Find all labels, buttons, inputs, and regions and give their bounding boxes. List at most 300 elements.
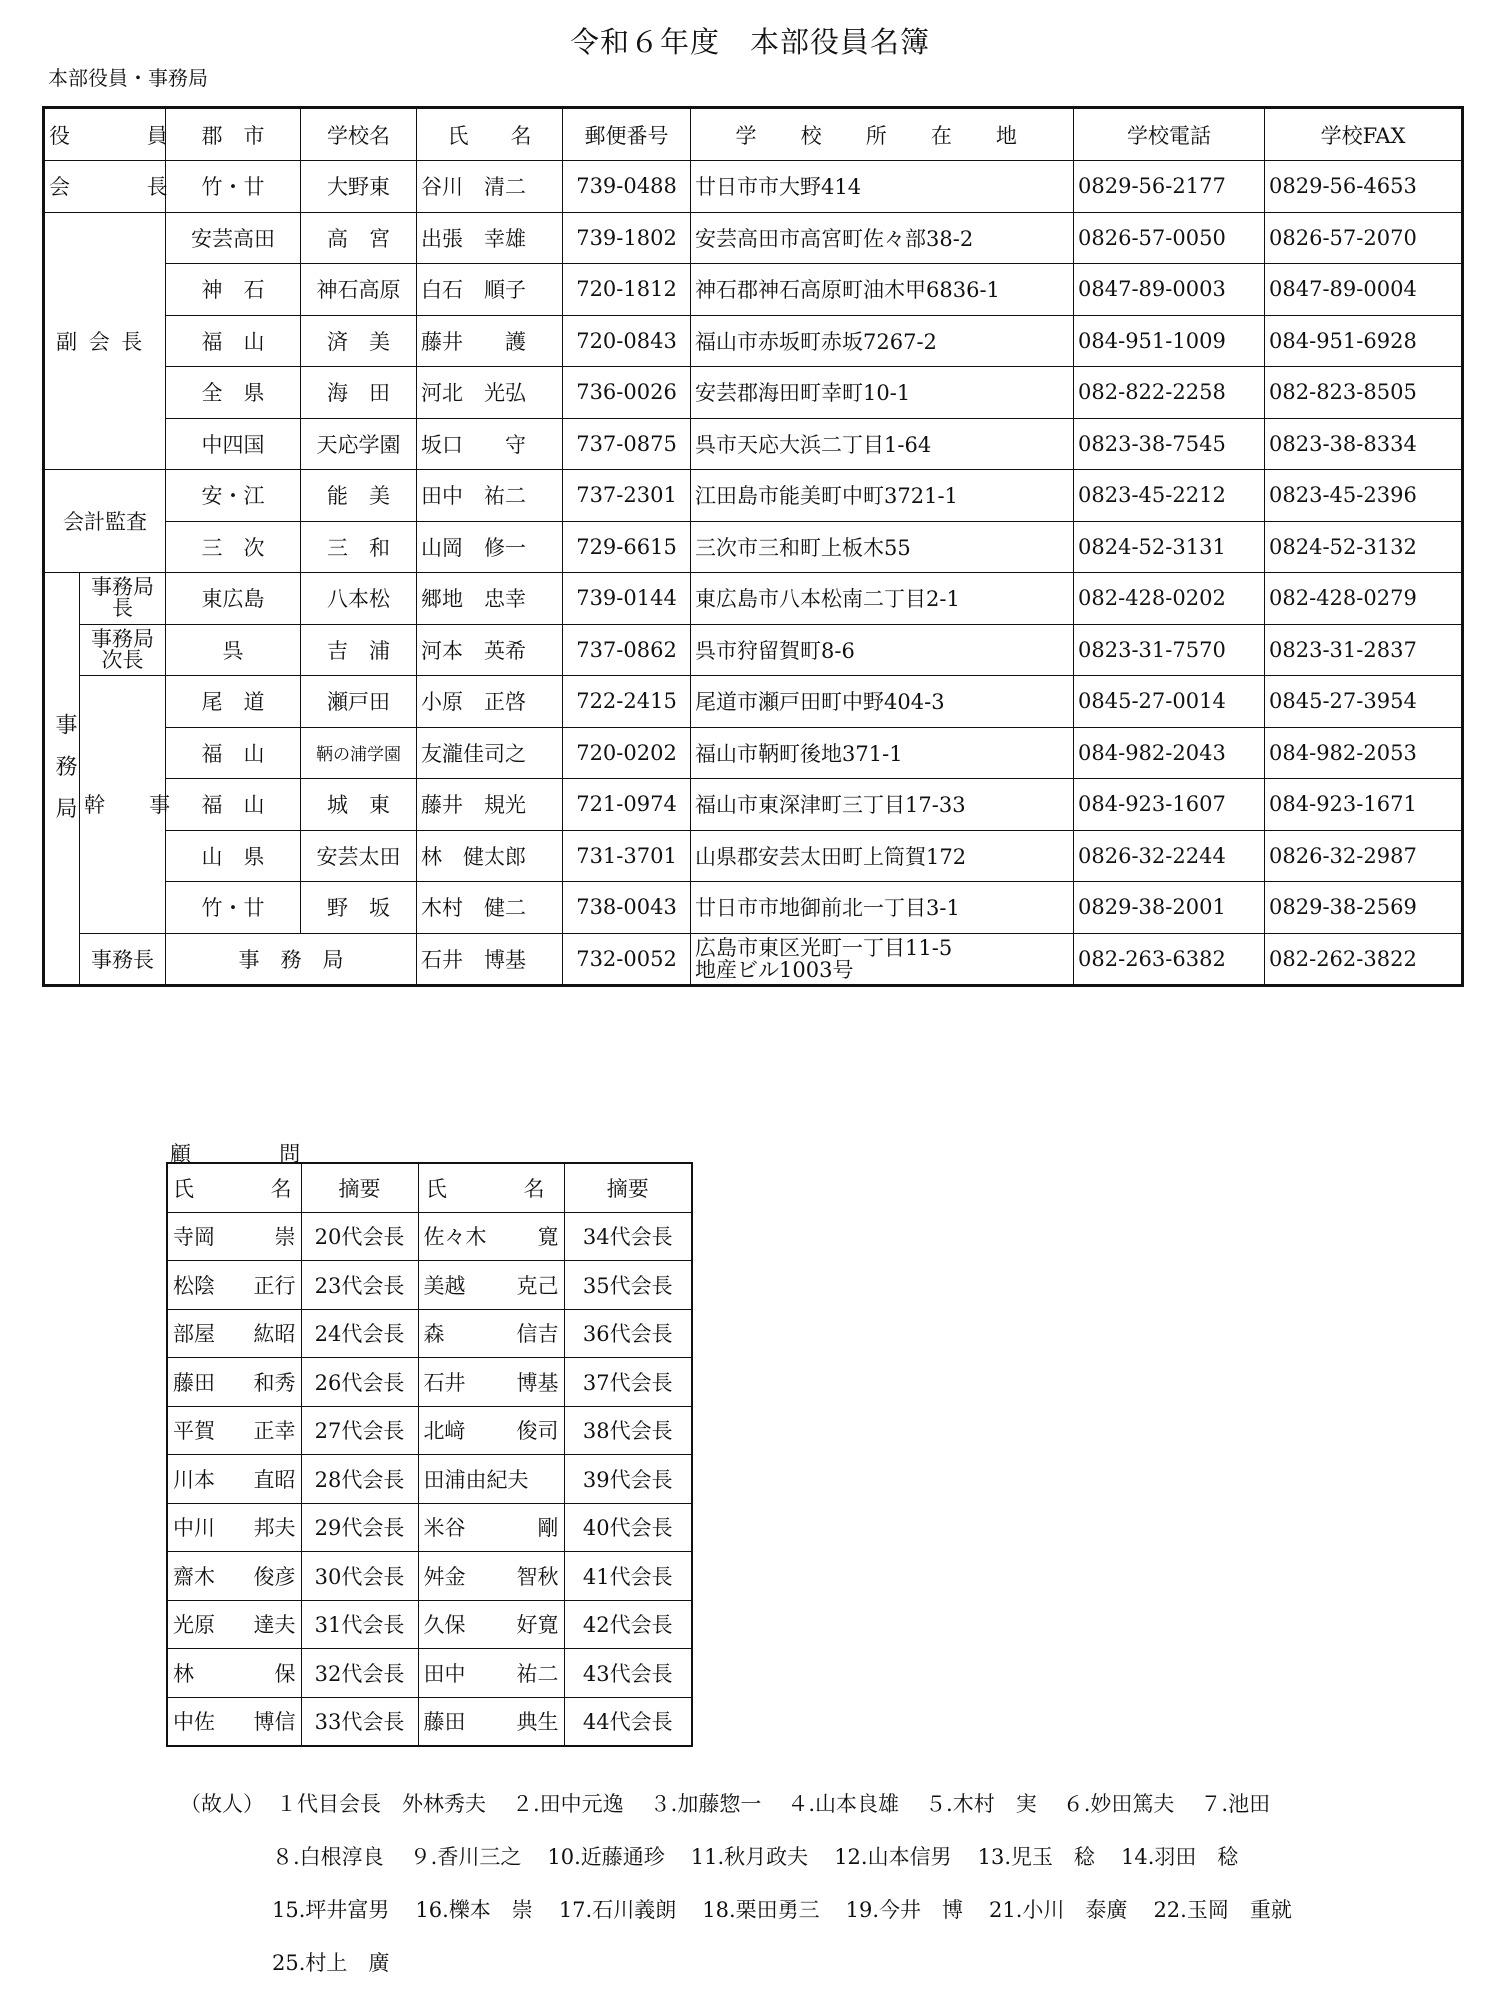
area-cell: 三 次 (166, 521, 301, 573)
fax-cell: 0845-27-3954 (1265, 676, 1463, 728)
name-cell: 谷川 清二 (417, 161, 563, 213)
family-name: 平賀 (173, 1419, 215, 1444)
school-cell: 大野東 (301, 161, 417, 213)
family-name: 藤田 (423, 1710, 466, 1735)
area-cell: 呉 (166, 624, 301, 676)
name-cell: 郷地 忠幸 (417, 573, 563, 625)
table-row (167, 1552, 692, 1601)
table-row (167, 1309, 692, 1358)
fax-cell: 0823-38-8334 (1265, 418, 1463, 470)
phone-cell: 082-428-0202 (1074, 573, 1265, 625)
family-name: 光原 (173, 1613, 215, 1638)
address-cell: 安芸郡海田町幸町10-1 (691, 367, 1074, 419)
phone-cell: 0823-38-7545 (1074, 418, 1265, 470)
advisor-name (173, 1658, 296, 1688)
name-cell: 林 健太郎 (417, 830, 563, 882)
fax-cell: 0823-45-2396 (1265, 470, 1463, 522)
name-cell: 出張 幸雄 (417, 212, 563, 264)
table-row (44, 470, 1463, 522)
table-row (44, 315, 1463, 367)
deceased-entry: ３.加藤惣一 (649, 1792, 762, 1816)
advisor-note-cell: 20代会長 (301, 1212, 418, 1261)
advisor-name-cell (167, 1503, 301, 1552)
zip-cell: 720-0843 (563, 315, 691, 367)
advisor-note-cell: 44代会長 (564, 1697, 692, 1746)
given-name: 正幸 (253, 1419, 296, 1444)
deceased-entry: ７.池田 (1200, 1792, 1271, 1816)
role-cell: 会 長 (44, 161, 166, 213)
advisor-name-cell (418, 1261, 564, 1310)
name-cell: 河北 光弘 (417, 367, 563, 419)
given-name: 博信 (253, 1710, 296, 1735)
table-row (44, 161, 1463, 213)
address-cell: 江田島市能美町中町3721-1 (691, 470, 1074, 522)
address-cell: 山県郡安芸太田町上筒賀172 (691, 830, 1074, 882)
given-name: 達夫 (253, 1613, 296, 1638)
advisor-note-cell: 42代会長 (564, 1600, 692, 1649)
advisor-name (424, 1270, 559, 1300)
advisor-name (424, 1221, 559, 1251)
address-cell: 廿日市市地御前北一丁目3-1 (691, 882, 1074, 934)
table-row (44, 676, 1463, 728)
area-cell: 山 県 (166, 830, 301, 882)
advisor-note-cell: 34代会長 (564, 1212, 692, 1261)
deceased-line (180, 1831, 1318, 1884)
school-cell: 海 田 (301, 367, 417, 419)
name-cell: 石井 博基 (417, 933, 563, 986)
advisor-name-cell (167, 1600, 301, 1649)
advisor-note-cell: 23代会長 (301, 1261, 418, 1310)
advisor-note-cell: 39代会長 (564, 1455, 692, 1504)
phone-cell: 084-982-2043 (1074, 727, 1265, 779)
area-school-cell: 事 務 局 (166, 933, 417, 986)
header-cell: 学校FAX (1265, 108, 1463, 161)
fax-cell: 0829-38-2569 (1265, 882, 1463, 934)
header-row (44, 108, 1463, 161)
zip-cell: 737-2301 (563, 470, 691, 522)
area-cell: 神 石 (166, 264, 301, 316)
deceased-entry: 22.玉岡 重就 (1153, 1898, 1292, 1922)
zip-cell: 739-0488 (563, 161, 691, 213)
advisor-name (173, 1706, 296, 1736)
advisor-note-cell: 37代会長 (564, 1358, 692, 1407)
area-cell: 安芸高田 (166, 212, 301, 264)
school-cell: 天応学園 (301, 418, 417, 470)
school-cell: 三 和 (301, 521, 417, 573)
fax-cell: 082-823-8505 (1265, 367, 1463, 419)
advisor-name (424, 1609, 559, 1639)
advisor-name-cell (167, 1406, 301, 1455)
fax-cell: 0824-52-3132 (1265, 521, 1463, 573)
zip-cell: 736-0026 (563, 367, 691, 419)
advisor-note-cell: 26代会長 (301, 1358, 418, 1407)
table-row (44, 727, 1463, 779)
advisor-note-cell: 38代会長 (564, 1406, 692, 1455)
fax-cell: 0829-56-4653 (1265, 161, 1463, 213)
address-cell: 呉市狩留賀町8-6 (691, 624, 1074, 676)
advisor-note-cell: 32代会長 (301, 1649, 418, 1698)
deceased-entry: 21.小川 泰廣 (989, 1898, 1128, 1922)
name-cell: 小原 正啓 (417, 676, 563, 728)
advisor-name (424, 1367, 559, 1397)
role-cell (44, 573, 80, 986)
fax-cell: 084-951-6928 (1265, 315, 1463, 367)
table-row (167, 1212, 692, 1261)
family-name: 森 (423, 1322, 445, 1347)
advisor-name-cell (167, 1552, 301, 1601)
zip-cell: 738-0043 (563, 882, 691, 934)
zip-cell: 721-0974 (563, 779, 691, 831)
advisor-name-cell (418, 1309, 564, 1358)
zip-cell: 720-1812 (563, 264, 691, 316)
school-cell: 鞆の浦学園 (301, 727, 417, 779)
family-name: 川本 (173, 1467, 215, 1492)
zip-cell: 739-1802 (563, 212, 691, 264)
family-name: 松陰 (173, 1273, 215, 1298)
advisor-note-cell: 43代会長 (564, 1649, 692, 1698)
school-cell: 神石高原 (301, 264, 417, 316)
officer-table (42, 106, 1464, 987)
given-name: 保 (274, 1661, 296, 1686)
zip-cell: 739-0144 (563, 573, 691, 625)
table-row (44, 779, 1463, 831)
table-row (167, 1261, 692, 1310)
school-cell: 高 宮 (301, 212, 417, 264)
address-cell: 神石郡神石高原町油木甲6836-1 (691, 264, 1074, 316)
table-row (44, 830, 1463, 882)
deceased-entry: 14.羽田 稔 (1121, 1845, 1239, 1869)
phone-cell: 0845-27-0014 (1074, 676, 1265, 728)
deceased-entry: 16.櫟本 崇 (415, 1898, 533, 1922)
table-row (167, 1600, 692, 1649)
advisor-name-cell (167, 1697, 301, 1746)
advisor-name-cell (167, 1358, 301, 1407)
given-name: 典生 (516, 1710, 559, 1735)
school-cell: 瀬戸田 (301, 676, 417, 728)
header-cell: 摘要 (301, 1163, 418, 1212)
advisor-name (173, 1367, 296, 1397)
zip-cell: 732-0052 (563, 933, 691, 986)
school-cell: 野 坂 (301, 882, 417, 934)
fax-cell: 0823-31-2837 (1265, 624, 1463, 676)
header-cell: 氏 名 (418, 1163, 564, 1212)
address-line: 広島市東区光町一丁目11-5 (695, 935, 953, 960)
page-subtitle: 本部役員・事務局 (48, 66, 208, 90)
address-cell (691, 933, 1074, 986)
fax-cell: 084-982-2053 (1265, 727, 1463, 779)
school-cell: 済 美 (301, 315, 417, 367)
family-name: 石井 (423, 1370, 466, 1395)
family-name: 中佐 (173, 1710, 215, 1735)
area-cell: 竹・廿 (166, 882, 301, 934)
role-cell: 幹 事 (80, 676, 166, 934)
address-line: 地産ビル1003号 (695, 957, 854, 982)
table-row (44, 624, 1463, 676)
deceased-entry: 17.石川義朗 (558, 1898, 677, 1922)
advisor-note-cell: 27代会長 (301, 1406, 418, 1455)
header-cell: 氏 名 (167, 1163, 301, 1212)
family-name: 藤田 (173, 1370, 215, 1395)
role-cell: 事務局長 (80, 573, 166, 625)
advisor-name-cell (418, 1503, 564, 1552)
address-cell: 廿日市市大野414 (691, 161, 1074, 213)
zip-cell: 729-6615 (563, 521, 691, 573)
deceased-label: （故人） (180, 1792, 264, 1816)
phone-cell: 0824-52-3131 (1074, 521, 1265, 573)
advisor-name-cell (418, 1212, 564, 1261)
header-cell: 郵便番号 (563, 108, 691, 161)
address-cell: 福山市鞆町後地371-1 (691, 727, 1074, 779)
name-cell: 白石 順子 (417, 264, 563, 316)
school-cell: 八本松 (301, 573, 417, 625)
advisor-name-cell (167, 1455, 301, 1504)
advisor-name (173, 1512, 296, 1542)
table-row (167, 1406, 692, 1455)
advisor-name (173, 1415, 296, 1445)
table-row (167, 1697, 692, 1746)
role-cell: 事務長 (80, 933, 166, 986)
address-cell: 尾道市瀬戸田町中野404-3 (691, 676, 1074, 728)
deceased-line (180, 1778, 1318, 1831)
header-cell: 学校電話 (1074, 108, 1265, 161)
deceased-entry: 10.近藤通珍 (547, 1845, 665, 1869)
phone-cell: 084-923-1607 (1074, 779, 1265, 831)
fax-cell: 084-923-1671 (1265, 779, 1463, 831)
deceased-entry: ９.香川三之 (409, 1845, 522, 1869)
deceased-entry: 25.村上 廣 (272, 1951, 390, 1975)
table-row (44, 212, 1463, 264)
area-cell: 中四国 (166, 418, 301, 470)
deceased-entry: 19.今井 博 (845, 1898, 964, 1922)
family-name: 齋木 (173, 1564, 215, 1589)
advisor-note-cell: 41代会長 (564, 1552, 692, 1601)
given-name: 直昭 (253, 1467, 296, 1492)
given-name: 博基 (516, 1370, 559, 1395)
advisor-note-cell: 35代会長 (564, 1261, 692, 1310)
deceased-entry: 11.秋月政夫 (690, 1845, 809, 1869)
deceased-entry: 18.栗田勇三 (702, 1898, 820, 1922)
school-cell: 能 美 (301, 470, 417, 522)
table-row (167, 1503, 692, 1552)
role-label: 事務局 (52, 713, 77, 839)
advisor-name (424, 1415, 559, 1445)
advisor-name (424, 1464, 559, 1494)
advisor-note-cell: 36代会長 (564, 1309, 692, 1358)
advisor-name-cell (167, 1649, 301, 1698)
advisor-name-cell (418, 1455, 564, 1504)
header-cell: 郡 市 (166, 108, 301, 161)
area-cell: 安・江 (166, 470, 301, 522)
fax-cell: 082-262-3822 (1265, 933, 1463, 986)
phone-cell: 0847-89-0003 (1074, 264, 1265, 316)
header-cell: 摘要 (564, 1163, 692, 1212)
advisor-name (173, 1318, 296, 1348)
address-cell: 福山市東深津町三丁目17-33 (691, 779, 1074, 831)
advisor-name-cell (167, 1309, 301, 1358)
family-name: 美越 (423, 1273, 466, 1298)
role-cell: 副会長 (44, 212, 166, 470)
family-name: 佐々木 (423, 1225, 487, 1250)
table-row (44, 367, 1463, 419)
advisor-name (173, 1221, 296, 1251)
zip-cell: 722-2415 (563, 676, 691, 728)
family-name: 中川 (173, 1516, 215, 1541)
name-cell: 山岡 修一 (417, 521, 563, 573)
deceased-entry: ８.白根淳良 (272, 1845, 384, 1869)
given-name: 和秀 (253, 1370, 296, 1395)
header-cell: 役 員 (44, 108, 166, 161)
advisor-note-cell: 29代会長 (301, 1503, 418, 1552)
name-cell: 藤井 護 (417, 315, 563, 367)
area-cell: 全 県 (166, 367, 301, 419)
table-row (167, 1649, 692, 1698)
fax-cell: 0826-32-2987 (1265, 830, 1463, 882)
advisor-name-cell (418, 1697, 564, 1746)
deceased-line (180, 1937, 1318, 1990)
advisor-name (424, 1658, 559, 1688)
phone-cell: 082-822-2258 (1074, 367, 1265, 419)
advisor-name (173, 1464, 296, 1494)
phone-cell: 0823-31-7570 (1074, 624, 1265, 676)
phone-cell: 0829-38-2001 (1074, 882, 1265, 934)
advisor-name (173, 1270, 296, 1300)
phone-cell: 0826-32-2244 (1074, 830, 1265, 882)
advisor-name-cell (418, 1552, 564, 1601)
area-cell: 尾 道 (166, 676, 301, 728)
deceased-list (180, 1778, 1318, 1990)
advisor-name (173, 1609, 296, 1639)
given-name: 剛 (537, 1516, 559, 1541)
address-cell: 三次市三和町上板木55 (691, 521, 1074, 573)
advisor-name-cell (167, 1212, 301, 1261)
given-name: 信吉 (516, 1322, 559, 1347)
name-cell: 田中 祐二 (417, 470, 563, 522)
deceased-line (180, 1884, 1318, 1937)
school-cell: 城 東 (301, 779, 417, 831)
name-cell: 木村 健二 (417, 882, 563, 934)
fax-cell: 0826-57-2070 (1265, 212, 1463, 264)
advisor-note-cell: 31代会長 (301, 1600, 418, 1649)
advisor-name-cell (418, 1358, 564, 1407)
header-cell: 学 校 所 在 地 (691, 108, 1074, 161)
name-cell: 河本 英希 (417, 624, 563, 676)
given-name: 俊司 (516, 1419, 559, 1444)
zip-cell: 737-0875 (563, 418, 691, 470)
family-name: 寺岡 (173, 1225, 215, 1250)
role-cell: 事務局次長 (80, 624, 166, 676)
given-name: 邦夫 (253, 1516, 296, 1541)
address-cell: 安芸高田市高宮町佐々部38-2 (691, 212, 1074, 264)
phone-cell: 0826-57-0050 (1074, 212, 1265, 264)
advisors-title: 顧 問 (170, 1142, 334, 1166)
area-cell: 福 山 (166, 779, 301, 831)
area-cell: 福 山 (166, 727, 301, 779)
table-row (44, 418, 1463, 470)
role-cell: 会計監査 (44, 470, 166, 573)
deceased-entry: ５.木村 実 (925, 1792, 1037, 1816)
table-row (44, 882, 1463, 934)
area-cell: 竹・廿 (166, 161, 301, 213)
advisor-name-cell (418, 1406, 564, 1455)
advisor-name (424, 1318, 559, 1348)
phone-cell: 0823-45-2212 (1074, 470, 1265, 522)
family-name: 部屋 (173, 1322, 215, 1347)
given-name: 寛 (537, 1225, 559, 1250)
deceased-entry: ４.山本良雄 (787, 1792, 900, 1816)
zip-cell: 737-0862 (563, 624, 691, 676)
family-name: 久保 (423, 1613, 466, 1638)
advisor-note-cell: 33代会長 (301, 1697, 418, 1746)
advisor-name-cell (418, 1649, 564, 1698)
advisor-note-cell: 30代会長 (301, 1552, 418, 1601)
header-cell: 学校名 (301, 108, 417, 161)
family-name: 北﨑 (423, 1419, 466, 1444)
page-title: 令和６年度 本部役員名簿 (569, 25, 930, 59)
school-cell: 安芸太田 (301, 830, 417, 882)
table-row (44, 573, 1463, 625)
advisors-table (166, 1162, 693, 1747)
family-name: 米谷 (423, 1516, 466, 1541)
fax-cell: 0847-89-0004 (1265, 264, 1463, 316)
table-row (44, 264, 1463, 316)
family-name: 林 (173, 1661, 194, 1686)
deceased-entry: ２.田中元逸 (512, 1792, 624, 1816)
advisor-note-cell: 28代会長 (301, 1455, 418, 1504)
fax-cell: 082-428-0279 (1265, 573, 1463, 625)
name-cell: 友瀧佳司之 (417, 727, 563, 779)
phone-cell: 0829-56-2177 (1074, 161, 1265, 213)
zip-cell: 720-0202 (563, 727, 691, 779)
given-name: 克己 (516, 1273, 559, 1298)
deceased-entry: 12.山本信男 (834, 1845, 952, 1869)
given-name: 俊彦 (253, 1564, 296, 1589)
given-name: 祐二 (516, 1661, 559, 1686)
header-row (167, 1163, 692, 1212)
area-cell: 福 山 (166, 315, 301, 367)
zip-cell: 731-3701 (563, 830, 691, 882)
given-name: 正行 (253, 1273, 296, 1298)
name-cell: 坂口 守 (417, 418, 563, 470)
address-cell: 呉市天応大浜二丁目1-64 (691, 418, 1074, 470)
given-name: 紘昭 (253, 1322, 296, 1347)
advisor-note-cell: 40代会長 (564, 1503, 692, 1552)
given-name: 智秋 (516, 1564, 559, 1589)
table-row (44, 933, 1463, 986)
school-cell: 吉 浦 (301, 624, 417, 676)
given-name: 崇 (274, 1225, 296, 1250)
family-name: 舛金 (423, 1564, 466, 1589)
phone-cell: 084-951-1009 (1074, 315, 1265, 367)
family-name: 田浦由紀夫 (423, 1467, 529, 1492)
given-name: 好寛 (516, 1613, 559, 1638)
advisor-name (173, 1561, 296, 1591)
deceased-entry: 13.児玉 稔 (977, 1845, 1095, 1869)
address-cell: 東広島市八本松南二丁目2-1 (691, 573, 1074, 625)
name-cell: 藤井 規光 (417, 779, 563, 831)
family-name: 田中 (423, 1661, 466, 1686)
deceased-entry: １代目会長 外林秀夫 (276, 1792, 486, 1816)
advisor-name (424, 1706, 559, 1736)
header-cell: 氏 名 (417, 108, 563, 161)
phone-cell: 082-263-6382 (1074, 933, 1265, 986)
address-cell: 福山市赤坂町赤坂7267-2 (691, 315, 1074, 367)
table-row (167, 1455, 692, 1504)
advisor-note-cell: 24代会長 (301, 1309, 418, 1358)
deceased-entry: 15.坪井富男 (272, 1898, 390, 1922)
area-cell: 東広島 (166, 573, 301, 625)
table-row (44, 521, 1463, 573)
advisor-name-cell (167, 1261, 301, 1310)
